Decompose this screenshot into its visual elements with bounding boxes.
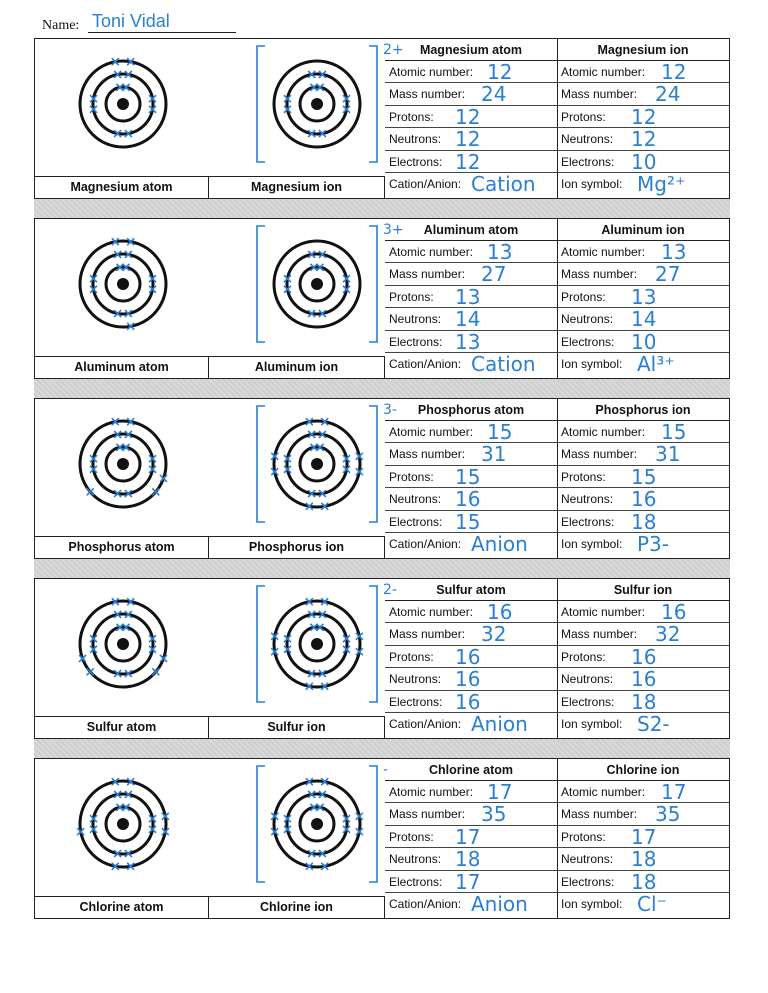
- row-label: Neutrons:: [389, 132, 442, 147]
- section-divider: [34, 379, 730, 398]
- nucleus: [311, 98, 323, 110]
- row-label: Neutrons:: [389, 852, 442, 867]
- handwritten-answer[interactable]: 17: [455, 869, 481, 894]
- row-label: Atomic number:: [389, 65, 474, 79]
- ion-table: [557, 759, 729, 918]
- handwritten-answer[interactable]: 16: [631, 487, 657, 512]
- table-row: [385, 871, 557, 893]
- row-label: Electrons:: [389, 334, 443, 349]
- table-row: [385, 668, 557, 690]
- table-row: [385, 848, 557, 870]
- handwritten-answer[interactable]: Cation: [471, 171, 536, 196]
- atom-bohr-model: [35, 759, 209, 896]
- row-label: Mass number:: [389, 267, 466, 282]
- row-label: Atomic number:: [561, 785, 646, 799]
- handwritten-answer[interactable]: 35: [655, 802, 681, 827]
- atom-table: [385, 579, 558, 738]
- name-line: [42, 10, 242, 36]
- row-label: Neutrons:: [389, 312, 442, 327]
- row-label: Ion symbol:: [561, 716, 623, 731]
- ion-table-header: Aluminum ion: [557, 219, 729, 241]
- row-label: Atomic number:: [561, 425, 646, 439]
- row-label: Neutrons:: [389, 492, 442, 507]
- nucleus: [117, 98, 129, 110]
- handwritten-answer[interactable]: 32: [481, 622, 507, 647]
- handwritten-answer[interactable]: 16: [631, 644, 657, 669]
- nucleus: [117, 278, 129, 290]
- table-row: [557, 646, 729, 668]
- table-row: [557, 61, 729, 83]
- handwritten-answer[interactable]: 16: [661, 600, 687, 624]
- table-row: [557, 151, 729, 173]
- atom-caption: Chlorine atom: [35, 896, 209, 918]
- handwritten-answer[interactable]: 16: [455, 644, 481, 669]
- table-row: [385, 488, 557, 510]
- table-row: [557, 848, 729, 870]
- handwritten-answer[interactable]: 14: [455, 307, 481, 332]
- ion-diagram: [209, 579, 397, 716]
- atom-bohr-model: [35, 39, 209, 176]
- row-label: Electrons:: [389, 154, 443, 169]
- electron-mark: [152, 668, 159, 675]
- table-row: [557, 263, 729, 285]
- handwritten-answer[interactable]: 13: [487, 240, 513, 264]
- row-label: Mass number:: [561, 807, 638, 822]
- atom-caption: Magnesium atom: [35, 176, 209, 198]
- row-label: Protons:: [561, 649, 606, 664]
- row-label: Electrons:: [561, 694, 615, 709]
- handwritten-answer[interactable]: 15: [661, 420, 687, 444]
- table-row: [385, 533, 557, 555]
- ion-caption: Phosphorus ion: [209, 536, 385, 558]
- element-block: [34, 578, 730, 739]
- row-label: Neutrons:: [561, 312, 614, 327]
- row-label: Ion symbol:: [561, 356, 623, 371]
- nucleus: [311, 458, 323, 470]
- table-row: [557, 601, 729, 623]
- section-divider: [34, 739, 730, 758]
- handwritten-answer[interactable]: 15: [631, 464, 657, 489]
- table-row: [385, 241, 557, 263]
- handwritten-answer[interactable]: 10: [631, 149, 657, 174]
- handwritten-answer[interactable]: 17: [631, 824, 657, 849]
- table-row: [385, 83, 557, 105]
- handwritten-answer[interactable]: 18: [631, 509, 657, 534]
- row-label: Protons:: [561, 829, 606, 844]
- ion-bohr-model: [209, 759, 389, 896]
- row-label: Protons:: [561, 289, 606, 304]
- row-label: Ion symbol:: [561, 536, 623, 551]
- table-row: [385, 106, 557, 128]
- row-label: Ion symbol:: [561, 176, 623, 191]
- atom-diagram: [35, 579, 209, 716]
- row-label: Electrons:: [389, 694, 443, 709]
- handwritten-answer[interactable]: 12: [631, 104, 657, 129]
- handwritten-answer[interactable]: 12: [631, 127, 657, 152]
- atom-caption: Phosphorus atom: [35, 536, 209, 558]
- table-row: [557, 128, 729, 150]
- ion-bohr-model: [209, 39, 404, 176]
- atom-diagram: [35, 39, 209, 176]
- atom-caption: Sulfur atom: [35, 716, 209, 738]
- atom-bohr-model: [35, 579, 209, 716]
- handwritten-answer[interactable]: 18: [631, 869, 657, 894]
- atom-bohr-model: [35, 219, 209, 356]
- electron-mark: [87, 488, 94, 495]
- row-label: Mass number:: [389, 807, 466, 822]
- handwritten-answer[interactable]: 32: [655, 622, 681, 647]
- nucleus: [311, 278, 323, 290]
- right-bracket: [369, 226, 377, 342]
- row-label: Mass number:: [389, 627, 466, 642]
- table-row: [557, 331, 729, 353]
- table-row: [557, 353, 729, 375]
- handwritten-answer[interactable]: Al³⁺: [637, 351, 675, 376]
- ion-bohr-model: [209, 219, 404, 356]
- left-bracket: [257, 766, 265, 882]
- nucleus: [311, 818, 323, 830]
- section-divider: [34, 559, 730, 578]
- atom-table: [385, 399, 558, 558]
- row-label: Electrons:: [561, 514, 615, 529]
- ion-caption: Sulfur ion: [209, 716, 385, 738]
- ion-charge-mark: 3-: [383, 402, 397, 418]
- table-row: [557, 668, 729, 690]
- table-row: [557, 173, 729, 195]
- nucleus: [117, 818, 129, 830]
- table-row: [557, 241, 729, 263]
- handwritten-answer[interactable]: 16: [455, 487, 481, 512]
- row-label: Ion symbol:: [561, 896, 623, 911]
- table-row: [385, 286, 557, 308]
- handwritten-answer[interactable]: 10: [631, 329, 657, 354]
- handwritten-answer[interactable]: Cation: [471, 351, 536, 376]
- ion-table-header: Phosphorus ion: [557, 399, 729, 421]
- ion-table-header: Magnesium ion: [557, 39, 729, 61]
- row-label: Atomic number:: [389, 245, 474, 259]
- table-row: [385, 263, 557, 285]
- nucleus: [117, 458, 129, 470]
- ion-bohr-model: [209, 399, 397, 536]
- handwritten-answer[interactable]: 13: [661, 240, 687, 264]
- handwritten-answer[interactable]: 27: [655, 262, 681, 287]
- handwritten-answer[interactable]: 16: [487, 600, 513, 624]
- handwritten-answer[interactable]: 14: [631, 307, 657, 332]
- row-label: Cation/Anion:: [389, 536, 462, 551]
- handwritten-answer[interactable]: 12: [455, 149, 481, 174]
- handwritten-answer[interactable]: 18: [455, 847, 481, 872]
- atom-table: [385, 759, 558, 918]
- handwritten-answer[interactable]: 24: [481, 82, 507, 107]
- handwritten-answer[interactable]: 24: [655, 82, 681, 107]
- handwritten-answer[interactable]: 16: [455, 689, 481, 714]
- right-bracket: [369, 766, 377, 882]
- name-label: Name:: [42, 18, 80, 33]
- handwritten-answer[interactable]: Anion: [471, 711, 528, 736]
- handwritten-answer[interactable]: 15: [455, 464, 481, 489]
- handwritten-answer[interactable]: Anion: [471, 891, 528, 916]
- row-label: Mass number:: [561, 627, 638, 642]
- row-label: Atomic number:: [561, 245, 646, 259]
- handwritten-answer[interactable]: 13: [455, 284, 481, 309]
- handwritten-answer[interactable]: 12: [661, 60, 687, 84]
- row-label: Cation/Anion:: [389, 896, 462, 911]
- nucleus: [311, 638, 323, 650]
- left-bracket: [257, 46, 265, 162]
- ion-charge-mark: 3+: [383, 222, 404, 238]
- handwritten-answer[interactable]: 31: [481, 442, 507, 467]
- row-label: Protons:: [389, 289, 434, 304]
- atom-table: [385, 219, 558, 378]
- atom-table-header: Magnesium atom: [385, 39, 557, 61]
- table-row: [557, 421, 729, 443]
- handwritten-answer[interactable]: 17: [455, 824, 481, 849]
- row-label: Cation/Anion:: [389, 716, 462, 731]
- handwritten-answer[interactable]: 17: [487, 780, 513, 804]
- atom-table-header: Chlorine atom: [385, 759, 557, 781]
- ion-diagram: [209, 759, 389, 896]
- table-row: [557, 308, 729, 330]
- row-label: Atomic number:: [389, 785, 474, 799]
- row-label: Electrons:: [561, 334, 615, 349]
- row-label: Mass number:: [389, 87, 466, 102]
- right-bracket: [369, 46, 377, 162]
- atom-diagram: [35, 399, 209, 536]
- table-row: [557, 623, 729, 645]
- table-row: [385, 623, 557, 645]
- table-row: [557, 713, 729, 735]
- atom-table-header: Phosphorus atom: [385, 399, 557, 421]
- table-row: [385, 331, 557, 353]
- atom-table-header: Sulfur atom: [385, 579, 557, 601]
- table-row: [557, 466, 729, 488]
- table-row: [385, 713, 557, 735]
- ion-caption: Aluminum ion: [209, 356, 385, 378]
- ion-table-header: Chlorine ion: [557, 759, 729, 781]
- table-row: [385, 353, 557, 375]
- row-label: Protons:: [561, 109, 606, 124]
- element-block: [34, 38, 730, 199]
- table-row: [557, 826, 729, 848]
- row-label: Atomic number:: [389, 425, 474, 439]
- table-row: [385, 803, 557, 825]
- table-row: [385, 61, 557, 83]
- ion-charge-mark: 2-: [383, 582, 397, 598]
- handwritten-answer[interactable]: 13: [631, 284, 657, 309]
- row-label: Neutrons:: [561, 492, 614, 507]
- table-row: [385, 781, 557, 803]
- table-row: [557, 511, 729, 533]
- element-block: [34, 218, 730, 379]
- atom-bohr-model: [35, 399, 209, 536]
- ion-diagram: [209, 219, 404, 356]
- table-row: [385, 151, 557, 173]
- row-label: Mass number:: [561, 87, 638, 102]
- ion-table: [557, 399, 729, 558]
- electron-mark: [87, 668, 94, 675]
- handwritten-answer[interactable]: 16: [455, 667, 481, 692]
- handwritten-answer[interactable]: P3-: [637, 531, 670, 556]
- handwritten-answer[interactable]: 12: [455, 127, 481, 152]
- right-bracket: [369, 406, 377, 522]
- row-label: Neutrons:: [561, 132, 614, 147]
- handwritten-answer[interactable]: 18: [631, 847, 657, 872]
- row-label: Neutrons:: [561, 672, 614, 687]
- name-field[interactable]: Toni Vidal: [88, 10, 236, 33]
- table-row: [557, 691, 729, 713]
- worksheet: [34, 38, 730, 919]
- handwritten-answer[interactable]: 17: [661, 780, 687, 804]
- table-row: [557, 286, 729, 308]
- row-label: Atomic number:: [561, 605, 646, 619]
- atom-diagram: [35, 219, 209, 356]
- row-label: Cation/Anion:: [389, 356, 462, 371]
- handwritten-answer[interactable]: S2-: [637, 711, 670, 736]
- handwritten-answer[interactable]: 27: [481, 262, 507, 287]
- row-label: Electrons:: [389, 514, 443, 529]
- section-divider: [34, 199, 730, 218]
- table-row: [557, 871, 729, 893]
- row-label: Cation/Anion:: [389, 176, 462, 191]
- row-label: Electrons:: [561, 874, 615, 889]
- handwritten-answer[interactable]: 15: [487, 420, 513, 444]
- handwritten-answer[interactable]: 13: [455, 329, 481, 354]
- handwritten-answer[interactable]: 18: [631, 689, 657, 714]
- table-row: [557, 83, 729, 105]
- atom-diagram: [35, 759, 209, 896]
- row-label: Atomic number:: [561, 65, 646, 79]
- row-label: Mass number:: [561, 447, 638, 462]
- ion-diagram: [209, 399, 397, 536]
- table-row: [385, 466, 557, 488]
- row-label: Protons:: [389, 649, 434, 664]
- table-row: [557, 893, 729, 915]
- row-label: Mass number:: [561, 267, 638, 282]
- ion-table: [557, 579, 729, 738]
- table-row: [385, 308, 557, 330]
- table-row: [385, 691, 557, 713]
- table-row: [557, 488, 729, 510]
- row-label: Electrons:: [389, 874, 443, 889]
- table-row: [385, 511, 557, 533]
- table-row: [557, 781, 729, 803]
- nucleus: [117, 638, 129, 650]
- ion-bohr-model: [209, 579, 397, 716]
- row-label: Protons:: [389, 469, 434, 484]
- ion-table: [557, 39, 729, 198]
- handwritten-answer[interactable]: Anion: [471, 531, 528, 556]
- handwritten-answer[interactable]: 12: [487, 60, 513, 84]
- table-row: [557, 443, 729, 465]
- row-label: Protons:: [561, 469, 606, 484]
- ion-table-header: Sulfur ion: [557, 579, 729, 601]
- left-bracket: [257, 406, 265, 522]
- table-row: [385, 443, 557, 465]
- table-row: [385, 173, 557, 195]
- table-row: [385, 128, 557, 150]
- row-label: Protons:: [389, 109, 434, 124]
- row-label: Atomic number:: [389, 605, 474, 619]
- handwritten-answer[interactable]: 31: [655, 442, 681, 467]
- handwritten-answer[interactable]: 12: [455, 104, 481, 129]
- atom-table: [385, 39, 558, 198]
- ion-caption: Chlorine ion: [209, 896, 385, 918]
- row-label: Electrons:: [561, 154, 615, 169]
- table-row: [385, 646, 557, 668]
- handwritten-answer[interactable]: 16: [631, 667, 657, 692]
- table-row: [557, 533, 729, 555]
- left-bracket: [257, 226, 265, 342]
- ion-caption: Magnesium ion: [209, 176, 385, 198]
- handwritten-answer[interactable]: Mg²⁺: [637, 171, 686, 196]
- handwritten-answer[interactable]: Cl⁻: [637, 891, 668, 916]
- atom-table-header: Aluminum atom: [385, 219, 557, 241]
- table-row: [385, 826, 557, 848]
- table-row: [385, 421, 557, 443]
- row-label: Neutrons:: [389, 672, 442, 687]
- handwritten-answer[interactable]: 35: [481, 802, 507, 827]
- atom-caption: Aluminum atom: [35, 356, 209, 378]
- ion-diagram: [209, 39, 404, 176]
- ion-table: [557, 219, 729, 378]
- table-row: [557, 106, 729, 128]
- table-row: [557, 803, 729, 825]
- handwritten-answer[interactable]: 15: [455, 509, 481, 534]
- element-block: [34, 398, 730, 559]
- left-bracket: [257, 586, 265, 702]
- ion-charge-mark: -: [383, 762, 389, 778]
- electron-mark: [152, 488, 159, 495]
- row-label: Protons:: [389, 829, 434, 844]
- table-row: [385, 893, 557, 915]
- row-label: Mass number:: [389, 447, 466, 462]
- element-block: [34, 758, 730, 919]
- row-label: Neutrons:: [561, 852, 614, 867]
- ion-charge-mark: 2+: [383, 42, 404, 58]
- right-bracket: [369, 586, 377, 702]
- table-row: [385, 601, 557, 623]
